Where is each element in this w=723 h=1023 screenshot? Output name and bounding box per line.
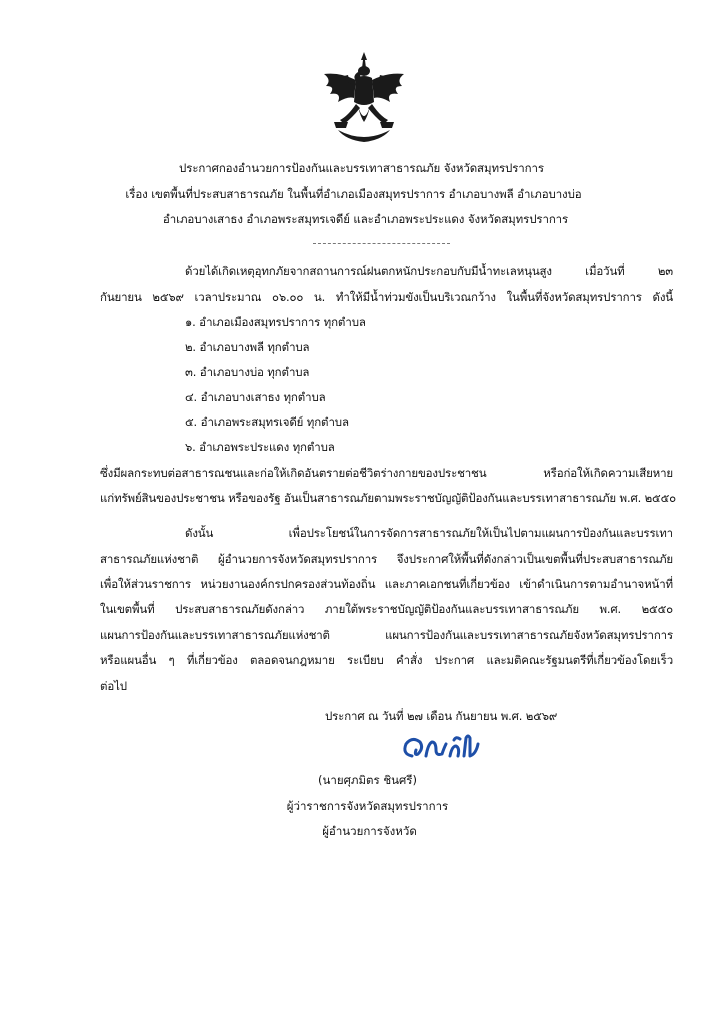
announcement-title: ประกาศกองอำนวยการป้องกันและบรรเทาสาธารณภัย จังหวัดสมุทรปราการ bbox=[179, 161, 544, 175]
paragraph-1-line-1: ด้วยได้เกิดเหตุอุทกภัยจากสถานการณ์ฝนตกหนักประกอบกับมีน้ำทะเลหนุนสูง เมื่อวันที่ ๒๓ bbox=[185, 264, 673, 278]
announcement-date: ประกาศ ณ วันที่ ๒๗ เดือน กันยายน พ.ศ. ๒๕๖๙ bbox=[325, 709, 558, 723]
signatory-name: (นายศุภมิตร ชินศรี) bbox=[318, 773, 417, 787]
district-item: ๑. อำเภอเมืองสมุทรปราการ ทุกตำบล bbox=[185, 315, 366, 329]
paragraph-3-line: ต่อไป bbox=[100, 679, 127, 693]
district-item: ๖. อำเภอพระประแดง ทุกตำบล bbox=[185, 440, 335, 454]
paragraph-3-line: แผนการป้องกันและบรรเทาสาธารณภัยแห่งชาติ แผนการป้องกันและบรรเทาสาธารณภัยจังหวัดสมุทรปราการ bbox=[100, 628, 673, 642]
signatory-role: ผู้อำนวยการจังหวัด bbox=[322, 824, 417, 838]
paragraph-3-line: เพื่อให้ส่วนราชการ หน่วยงานองค์กรปกครองส่วนท้องถิ่น และภาคเอกชนที่เกี่ยวข้อง เข้าดำเนินการตามอำนาจหน้าที่ bbox=[100, 577, 673, 591]
paragraph-1-line-2: กันยายน ๒๕๖๙ เวลาประมาณ ๐๖.๐๐ น. ทำให้มีน้ำท่วมขังเป็นบริเวณกว้าง ในพื้นที่จังหวัดสมุทรปราการ ดังนี้ bbox=[100, 290, 673, 304]
paragraph-2-line-2: แก่ทรัพย์สินของประชาชน หรือของรัฐ อันเป็นสาธารณภัยตามพระราชบัญญัติป้องกันและบรรเทาสาธารณภัย พ.ศ. ๒๕๕๐ bbox=[100, 491, 677, 505]
signatory-position: ผู้ว่าราชการจังหวัดสมุทรปราการ bbox=[286, 799, 449, 813]
garuda-emblem-icon bbox=[318, 50, 410, 150]
district-item: ๔. อำเภอบางเสาธง ทุกตำบล bbox=[185, 390, 326, 404]
handwritten-signature-icon bbox=[398, 730, 490, 762]
paragraph-3-line: หรือแผนอื่น ๆ ที่เกี่ยวข้อง ตลอดจนกฎหมาย ระเบียบ คำสั่ง ประกาศ และมติคณะรัฐมนตรีที่เกี่ยวข้องโดยเร็ว bbox=[100, 653, 673, 667]
district-item: ๕. อำเภอพระสมุทรเจดีย์ ทุกตำบล bbox=[185, 415, 349, 429]
paragraph-2-line-1: ซึ่งมีผลกระทบต่อสาธารณชนและก่อให้เกิดอันตรายต่อชีวิตร่างกายของประชาชน หรือก่อให้เกิดความเสียหาย bbox=[100, 466, 673, 480]
paragraph-3-line: ดังนั้น เพื่อประโยชน์ในการจัดการสาธารณภัยให้เป็นไปตามแผนการป้องกันและบรรเทา bbox=[185, 526, 673, 540]
paragraph-3-line: ในเขตพื้นที่ ประสบสาธารณภัยดังกล่าว ภายใต้พระราชบัญญัติป้องกันและบรรเทาสาธารณภัย พ.ศ. ๒๕๕๐ bbox=[100, 602, 673, 616]
paragraph-3-line: สาธารณภัยแห่งชาติ ผู้อำนวยการจังหวัดสมุทรปราการ จึงประกาศให้พื้นที่ดังกล่าวเป็นเขตพื้นที่ประสบสาธารณภัย bbox=[100, 552, 673, 566]
announcement-subject-line-2: อำเภอบางเสาธง อำเภอพระสมุทรเจดีย์ และอำเภอพระประแดง จังหวัดสมุทรปราการ bbox=[162, 212, 569, 226]
district-item: ๓. อำเภอบางบ่อ ทุกตำบล bbox=[185, 365, 310, 379]
district-item: ๒. อำเภอบางพลี ทุกตำบล bbox=[185, 340, 310, 354]
header-divider bbox=[313, 243, 450, 244]
announcement-subject-line-1: เรื่อง เขตพื้นที่ประสบสาธารณภัย ในพื้นที่อำเภอเมืองสมุทรปราการ อำเภอบางพลี อำเภอบางบ่อ bbox=[125, 187, 582, 201]
